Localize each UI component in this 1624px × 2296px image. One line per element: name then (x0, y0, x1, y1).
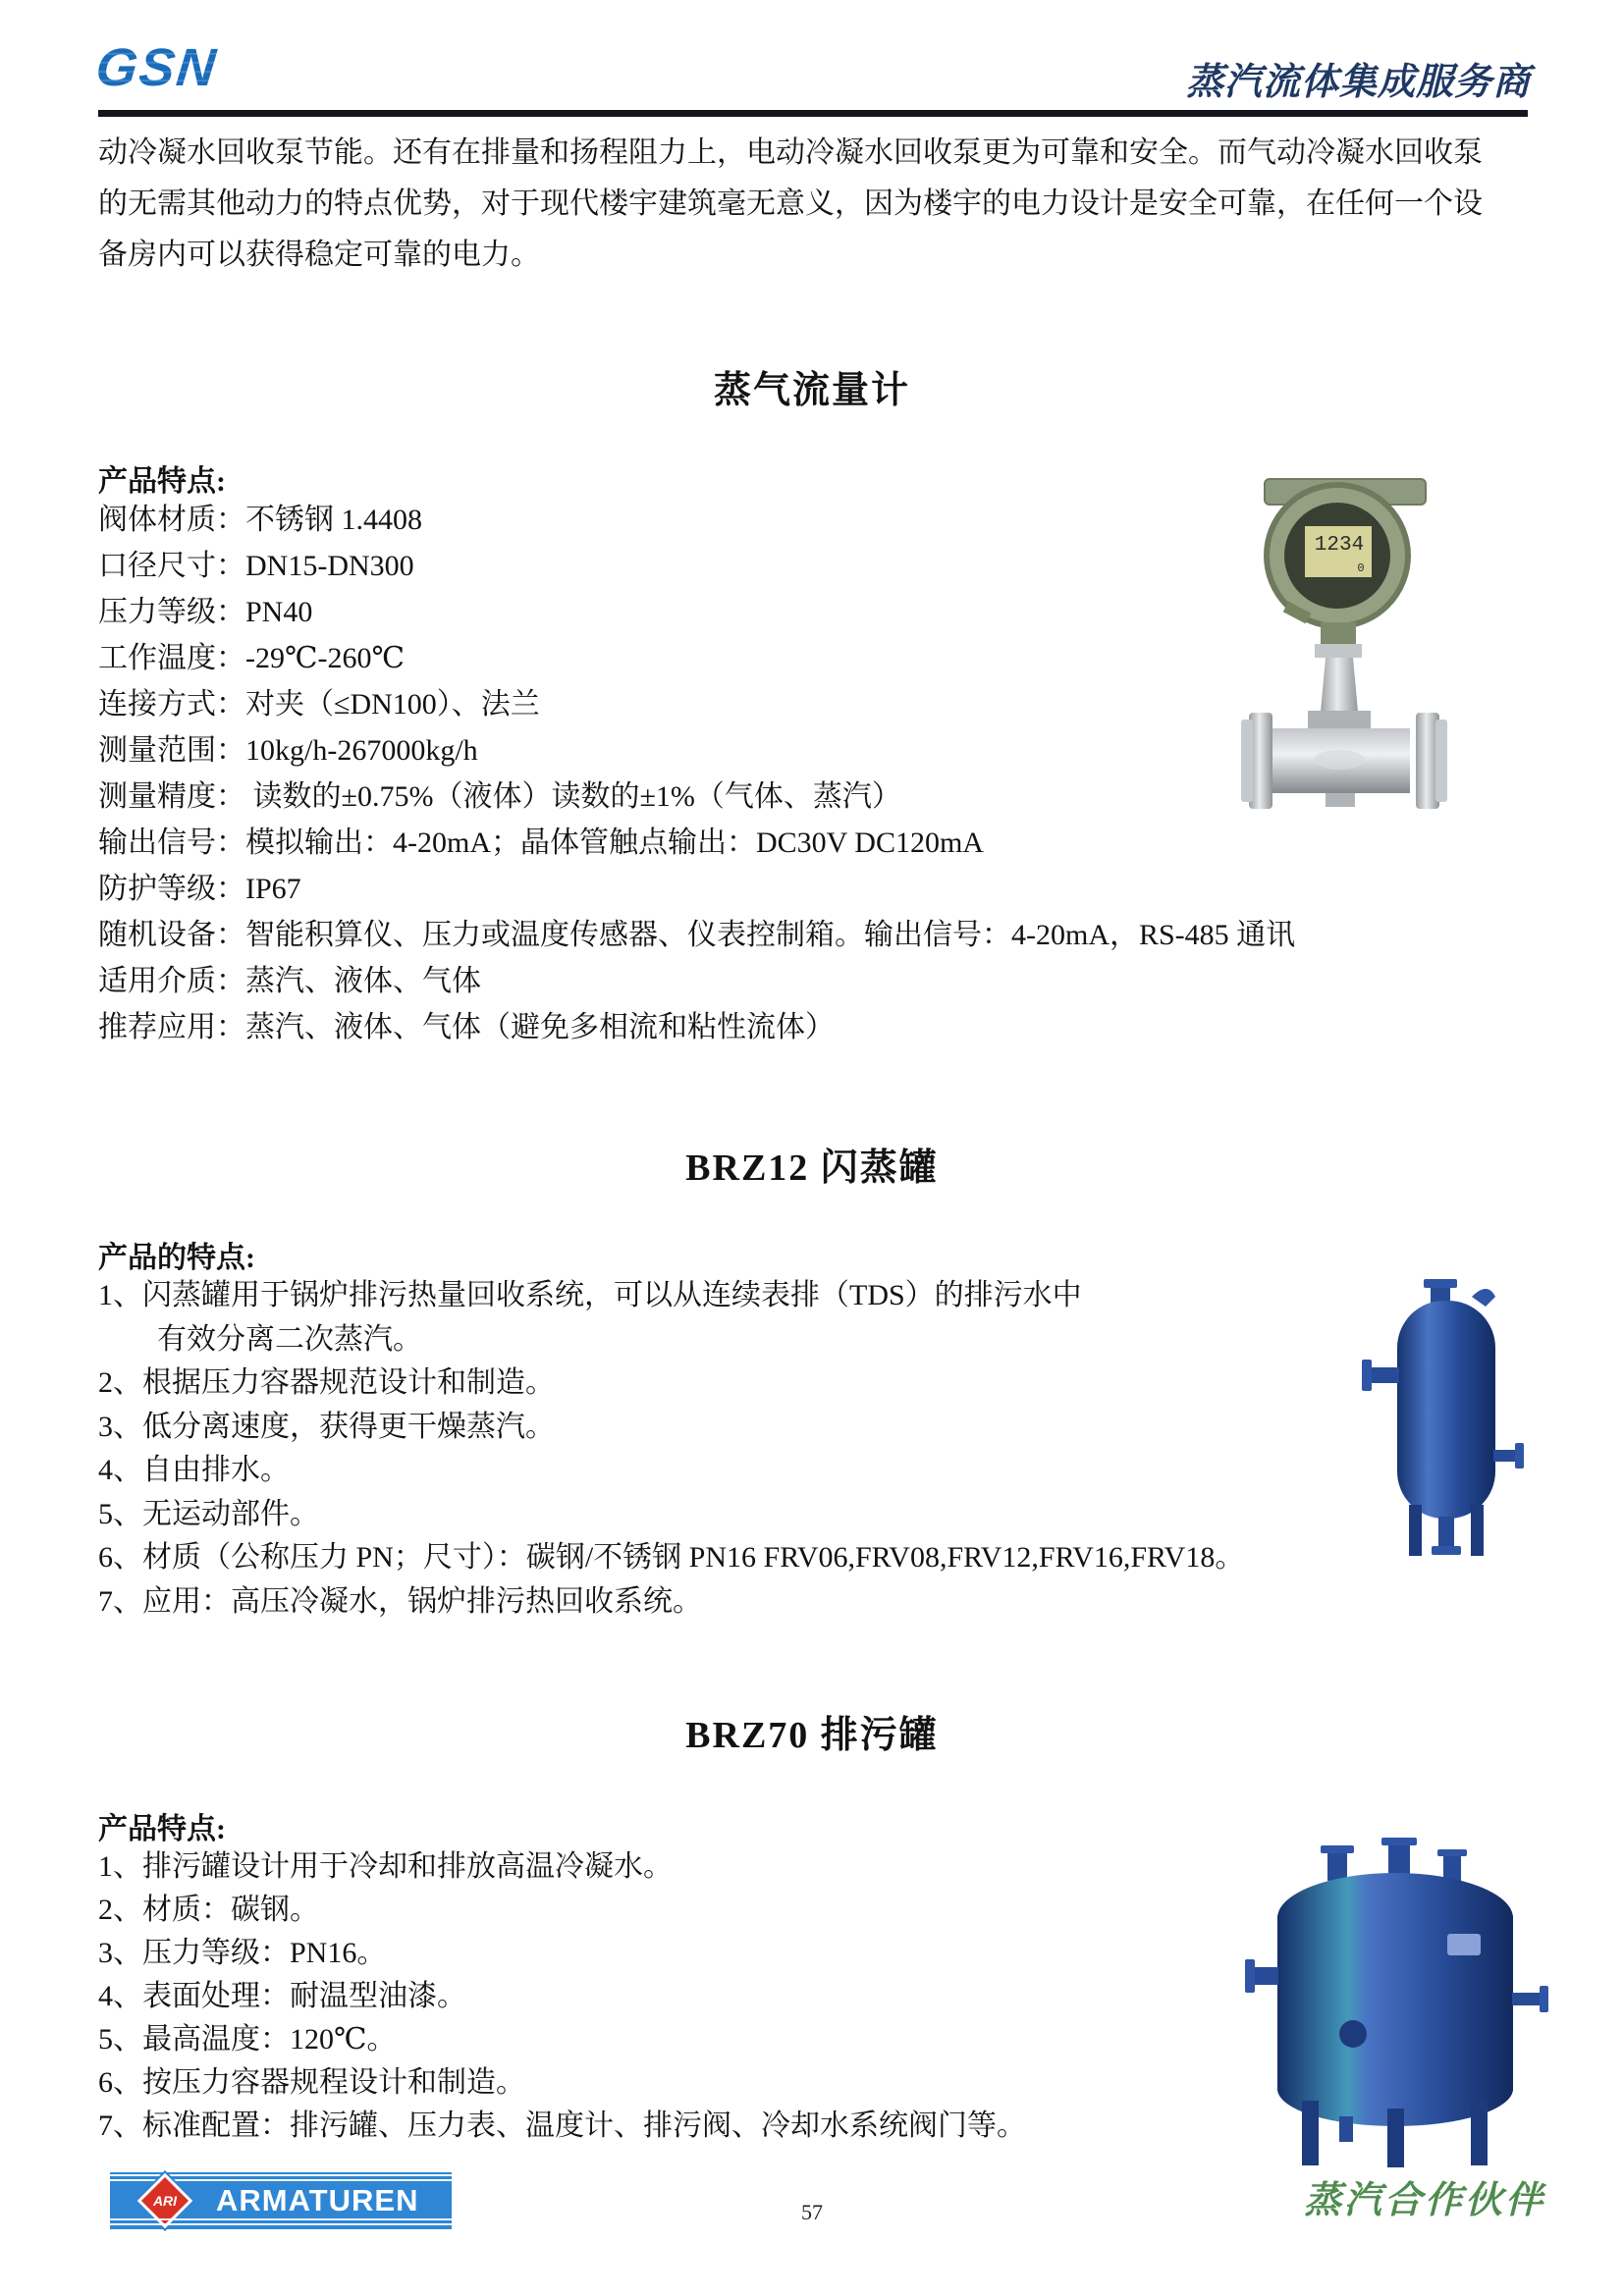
spec-line: 适用介质：蒸汽、液体、气体 (98, 965, 481, 997)
intro-paragraph (98, 128, 1518, 281)
svg-text:1234: 1234 (1314, 534, 1365, 557)
feature-line: 2、根据压力容器规范设计和制造。 (98, 1366, 555, 1399)
spec-line: 推荐应用：蒸汽、液体、气体（避免多相流和粘性流体） (98, 1011, 835, 1043)
spec-line: 口径尺寸：DN15-DN300 (98, 550, 414, 582)
feature-line: 6、材质（公称压力 PN；尺寸）：碳钢/不锈钢 PN16 FRV06,FRV08,FRV12,FRV16,FRV18。 (98, 1541, 1245, 1574)
feature-line: 7、标准配置：排污罐、压力表、温度计、排污阀、冷却水系统阀门等。 (98, 2109, 1026, 2142)
feature-line: 1、排污罐设计用于冷却和排放高温冷凝水。 (98, 1850, 673, 1883)
section-title-brz70: BRZ70 排污罐 (685, 1715, 939, 1756)
spec-line: 测量精度： 读数的±0.75%（液体）读数的±1%（气体、蒸汽） (98, 780, 901, 813)
spec-line: 测量范围：10kg/h-267000kg/h (98, 734, 478, 767)
features-heading-brz12: 产品的特点: (98, 1242, 255, 1274)
ari-name-text: ARMATUREN (216, 2183, 419, 2217)
header-divider (98, 110, 1528, 117)
spec-line: 工作温度：-29℃-260℃ (98, 642, 406, 674)
brz70-product-image (1245, 1838, 1551, 2169)
intro-line: 的无需其他动力的特点优势，对于现代楼宇建筑毫无意义，因为楼宇的电力设计是安全可靠，在任何一个设 (98, 187, 1483, 220)
feature-line: 7、应用：高压冷凝水，锅炉排污热回收系统。 (98, 1584, 702, 1618)
svg-text:0: 0 (1357, 561, 1365, 575)
header-tagline: 蒸汽流体集成服务商 (1186, 62, 1532, 103)
flowmeter-spec-list (98, 497, 1296, 1050)
feature-line: 有效分离二次蒸汽。 (157, 1322, 422, 1356)
page-number: 57 (801, 2200, 823, 2224)
brz70-feature-list (98, 1845, 1276, 2148)
feature-line: 6、按压力容器规程设计和制造。 (98, 2066, 525, 2099)
feature-line: 2、材质：碳钢。 (98, 1894, 319, 1926)
partner-slogan: 蒸汽合作伙伴 (1304, 2180, 1546, 2221)
feature-line: 1、闪蒸罐用于锅炉排污热量回收系统，可以从连续表排（TDS）的排污水中 (98, 1279, 1082, 1311)
features-heading-flowmeter: 产品特点: (98, 465, 226, 498)
spec-line: 防护等级：IP67 (98, 873, 301, 905)
spec-line: 阀体材质：不锈钢 1.4408 (98, 504, 422, 536)
feature-line: 5、无运动部件。 (98, 1497, 319, 1530)
intro-line: 动冷凝水回收泵节能。还有在排量和扬程阻力上，电动冷凝水回收泵更为可靠和安全。而气动冷凝水回收泵 (98, 136, 1483, 169)
feature-line: 5、最高温度：120℃。 (98, 2023, 397, 2056)
spec-line: 随机设备：智能积算仪、压力或温度传感器、仪表控制箱。输出信号：4-20mA，RS-485 通讯 (98, 919, 1296, 951)
feature-line: 4、自由排水。 (98, 1454, 290, 1486)
brz12-feature-list (98, 1274, 1375, 1624)
ari-brand-text: ARI (152, 2193, 178, 2209)
spec-line: 连接方式：对夹（≤DN100）、法兰 (98, 688, 540, 721)
feature-line: 4、表面处理：耐温型油漆。 (98, 1980, 466, 2012)
section-title-flowmeter: 蒸气流量计 (713, 370, 910, 411)
brz12-tank-illustration (1358, 1271, 1535, 1566)
feature-line: 3、压力等级：PN16。 (98, 1937, 387, 1969)
spec-line: 压力等级：PN40 (98, 596, 313, 628)
flowmeter-product-image (1239, 469, 1450, 823)
gsn-logo: GSN (92, 38, 221, 97)
brz12-product-image (1358, 1271, 1535, 1566)
feature-line: 3、低分离速度，获得更干燥蒸汽。 (98, 1410, 555, 1443)
intro-line: 备房内可以获得稳定可靠的电力。 (98, 239, 540, 271)
features-heading-brz70: 产品特点: (98, 1813, 226, 1845)
brz70-tank-illustration (1245, 1838, 1551, 2169)
spec-line: 输出信号：模拟输出：4-20mA；晶体管触点输出：DC30V DC120mA (98, 827, 984, 859)
section-title-brz12: BRZ12 闪蒸罐 (685, 1148, 939, 1189)
flowmeter-illustration (1239, 469, 1450, 823)
